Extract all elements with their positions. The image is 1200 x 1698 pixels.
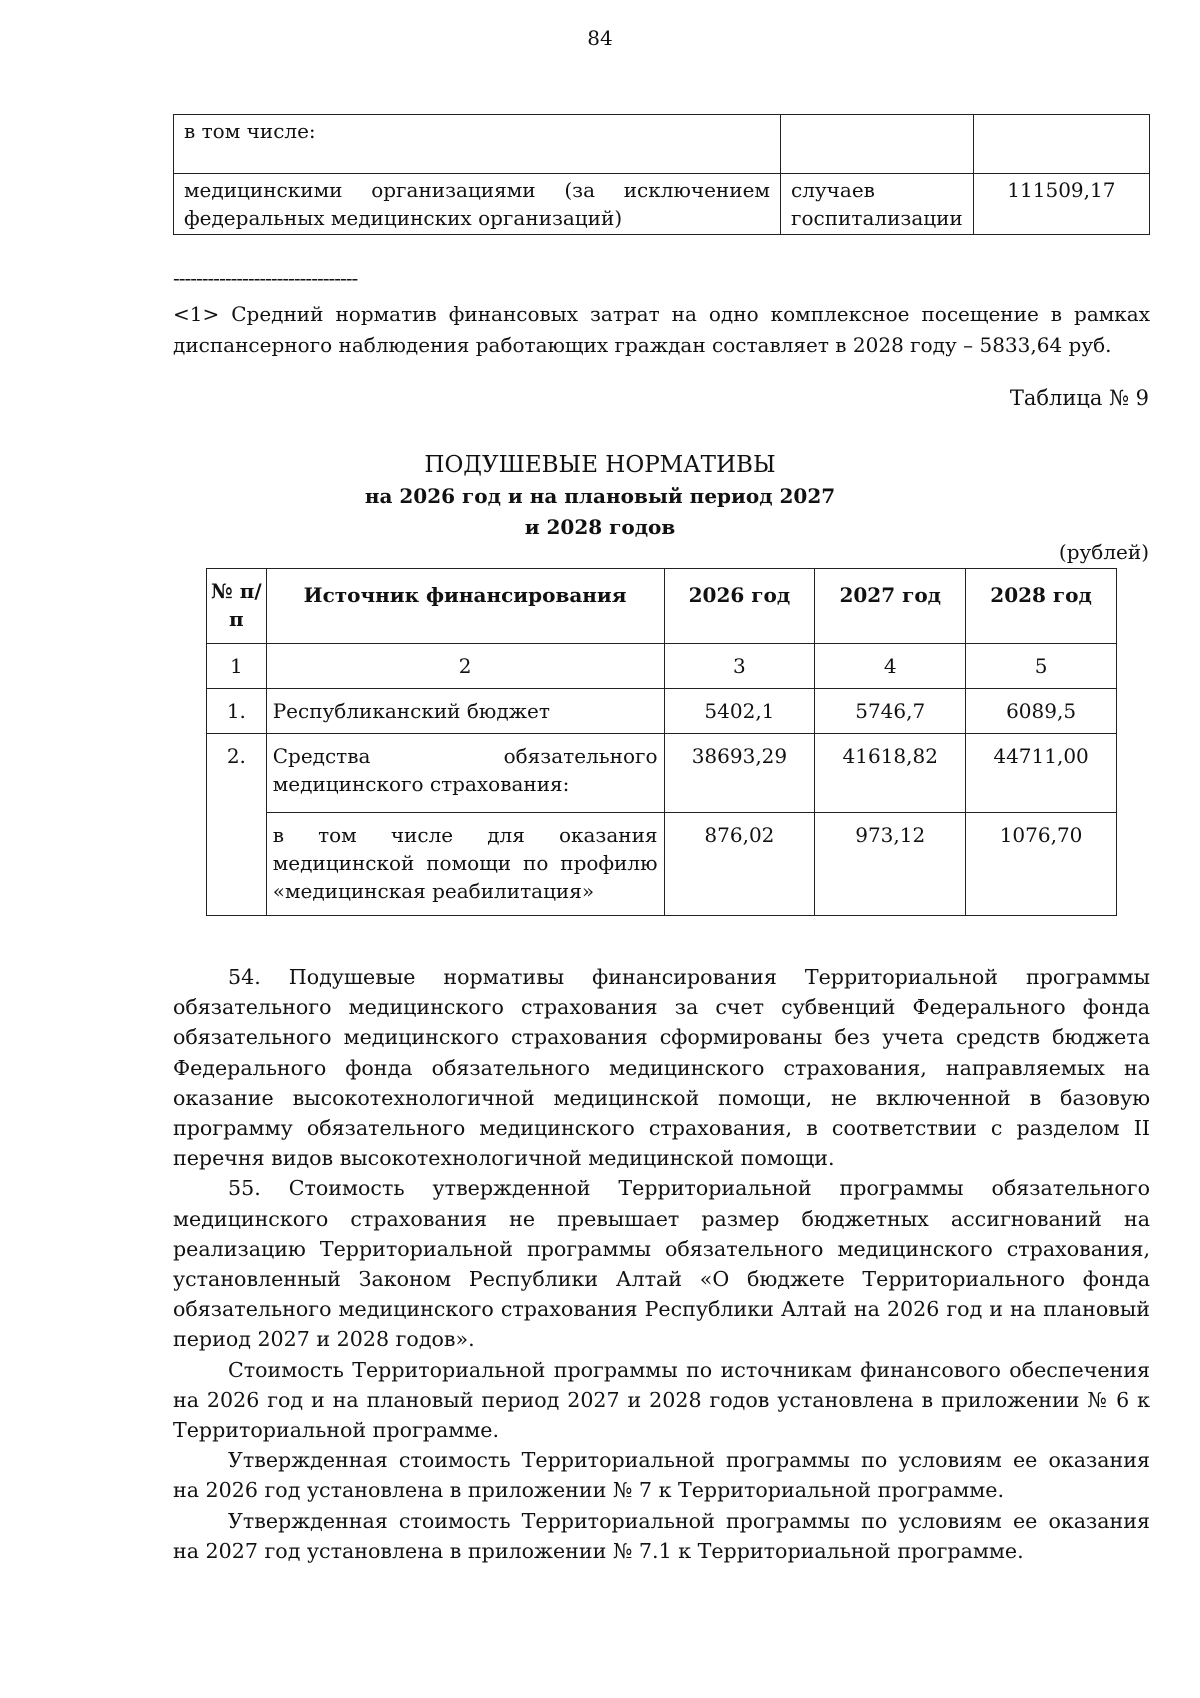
- table-cell-value: [973, 115, 1149, 174]
- continuation-table: [173, 114, 1150, 235]
- index-cell: 5: [966, 644, 1117, 689]
- table-title: [0, 450, 1200, 543]
- footnote-line: <1> Средний норматив финансовых затрат на одно комплексное посещение в рамках: [173, 302, 1150, 326]
- table-cell-label: в том числе:: [174, 115, 781, 174]
- table-row: [174, 174, 1150, 235]
- value-2028: 6089,5: [966, 689, 1117, 734]
- table-cell-value: 111509,17: [973, 174, 1149, 235]
- value-2026: 5402,1: [664, 689, 815, 734]
- value-2027: 5746,7: [815, 689, 966, 734]
- table-number: Таблица № 9: [1009, 386, 1149, 410]
- paragraph: Утвержденная стоимость Территориальной программы по условиям ее оказания на 2027 год установлена в приложении № 7.1 к Территориальной программе.: [173, 1508, 1150, 1563]
- row-number: 2.: [207, 734, 267, 916]
- value-2026: 38693,29: [664, 734, 815, 813]
- table-cell-unit: [781, 115, 974, 174]
- label-line: федеральных медицинских организаций): [184, 206, 623, 230]
- index-cell: 4: [815, 644, 966, 689]
- title-line: ПОДУШЕВЫЕ НОРМАТИВЫ: [424, 452, 776, 478]
- header-row: [207, 569, 1117, 644]
- table-row: [207, 813, 1117, 916]
- funding-source: Республиканский бюджет: [266, 689, 664, 734]
- value-2028: 44711,00: [966, 734, 1117, 813]
- row-number: 1.: [207, 689, 267, 734]
- unit-line: госпитализации: [791, 206, 963, 230]
- page-number: 84: [587, 26, 613, 50]
- funding-source: в том числе для оказания медицинской помощи по профилю «медицинская реабилитация»: [266, 813, 664, 916]
- title-line: на 2026 год и на плановый период 2027: [364, 484, 836, 508]
- value-2028: 1076,70: [966, 813, 1117, 916]
- paragraph: Стоимость Территориальной программы по источникам финансового обеспечения на 2026 год и на плановый период 2027 и 2028 годов установлена в приложении № 6 к Территориальной программе.: [173, 1357, 1150, 1443]
- header-cell: 2026 год: [664, 569, 815, 644]
- header-cell: № п/п: [207, 569, 267, 644]
- table-cell-unit: [781, 174, 974, 235]
- paragraph: 54. Подушевые нормативы финансирования Территориальной программы обязательного медицинского страхования за счет субвенций Федерального фонда обязательного медицинского страхования сформированы без учета средств бюджета Федерального фонда обязательного медицинского страхования, направляемых на оказание высокотехнологичной медицинской помощи, не включенной в базовую программу обязательного медицинского страхования, в соответствии с разделом II перечня видов высокотехнологичной медицинской помощи.: [173, 965, 1150, 1171]
- index-cell: 3: [664, 644, 815, 689]
- footnote: [173, 299, 1150, 361]
- value-2026: 876,02: [664, 813, 815, 916]
- per-capita-norms-table: [206, 568, 1117, 916]
- header-cell: 2028 год: [966, 569, 1117, 644]
- label-line: медицинскими организациями (за исключением: [184, 178, 770, 202]
- units-note: (рублей): [1058, 540, 1149, 564]
- header-cell: Источник финансирования: [266, 569, 664, 644]
- footnote-separator: --------------------------------: [173, 266, 358, 290]
- paragraph: Утвержденная стоимость Территориальной программы по условиям ее оказания на 2026 год установлена в приложении № 7 к Территориальной программе.: [173, 1448, 1150, 1503]
- value-2027: 41618,82: [815, 734, 966, 813]
- index-row: [207, 644, 1117, 689]
- title-line: и 2028 годов: [524, 515, 676, 539]
- table-cell-label: [174, 174, 781, 235]
- table-row: [207, 689, 1117, 734]
- table-row: [174, 115, 1150, 174]
- unit-line: случаев: [791, 178, 875, 202]
- paragraph: 55. Стоимость утвержденной Территориальной программы обязательного медицинского страхования не превышает размер бюджетных ассигнований на реализацию Территориальной программы обязательного медицинского страхования, установленный Законом Республики Алтай «О бюджете Территориального фонда обязательного медицинского страхования Республики Алтай на 2026 год и на плановый период 2027 и 2028 годов».: [173, 1176, 1150, 1352]
- funding-source: Средства обязательного медицинского страхования:: [266, 734, 664, 813]
- index-cell: 2: [266, 644, 664, 689]
- value-2027: 973,12: [815, 813, 966, 916]
- table-row: [207, 734, 1117, 813]
- index-cell: 1: [207, 644, 267, 689]
- body-text: [173, 962, 1150, 1566]
- footnote-line: диспансерного наблюдения работающих граждан составляет в 2028 году – 5833,64 руб.: [173, 333, 1112, 357]
- header-cell: 2027 год: [815, 569, 966, 644]
